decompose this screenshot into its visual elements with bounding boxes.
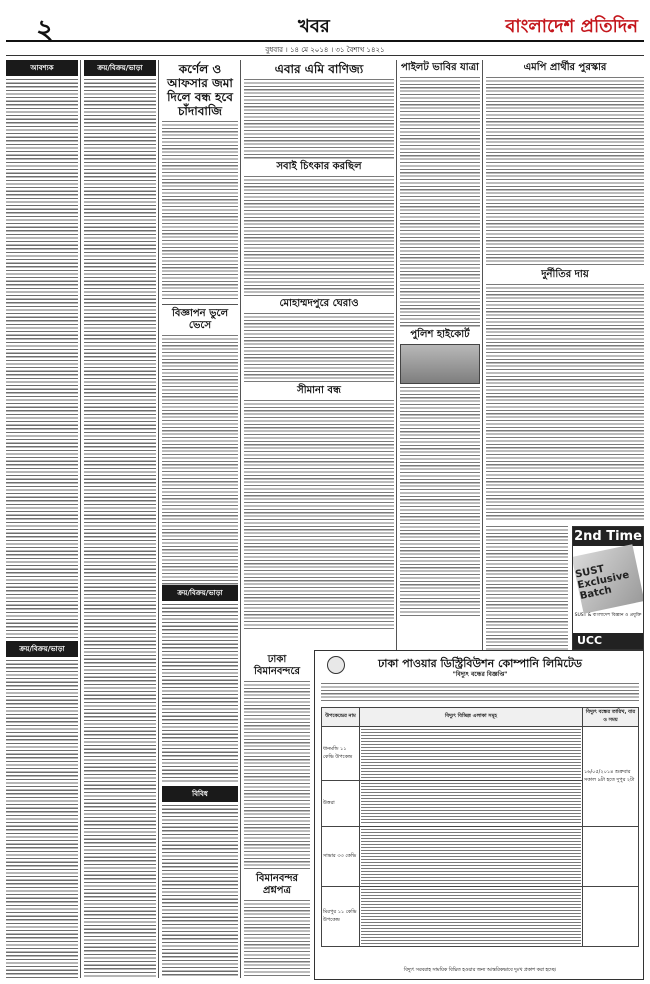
news-column-7 (486, 60, 644, 522)
story-headline[interactable]: পুলিশ হাইকোর্ট (410, 329, 470, 340)
table-header: বিদ্যুৎ বিচ্ছিন্ন এলাকা সমূহ (360, 708, 583, 727)
classified-ad-block (162, 604, 238, 784)
story-headline[interactable]: সবাই চিৎকার করছিল (276, 161, 362, 172)
table-header: উপকেন্দ্রের নাম (322, 708, 360, 727)
news-column-6 (400, 60, 480, 650)
promo-footer: UCC (573, 633, 643, 649)
news-column-lower (244, 652, 310, 978)
story-headline[interactable]: কর্ণেল ও আফসার জমা দিলে বন্ধ হবে চাঁদাবাজি (167, 62, 233, 118)
story-body (486, 526, 568, 650)
notice-header (315, 651, 643, 681)
category-header: ক্রয়/বিক্রয়/ভাড়া (84, 60, 156, 76)
table-cell (360, 781, 583, 827)
masthead (6, 6, 644, 46)
table-header: বিদ্যুৎ বন্ধের তারিখ, বার ও সময় (583, 708, 639, 727)
story-body (244, 79, 394, 159)
table-cell: ১৬/০৫/২০১৪ শুক্রবার সকাল ৯টা হতে দুপুর ২টা (583, 727, 639, 827)
table-cell (360, 827, 583, 887)
classified-ad-block (6, 79, 78, 639)
notice-title: ঢাকা পাওয়ার ডিস্ট্রিবিউশন কোম্পানি লিমিটেড (378, 657, 582, 670)
classified-ad-block (84, 79, 156, 977)
story-headline[interactable]: মোহাম্মদপুরে ঘেরাও (279, 298, 359, 309)
classified-column-2 (84, 60, 156, 978)
column-3 (162, 60, 238, 978)
news-column-middle (244, 60, 394, 650)
notice-footer: বিদ্যুৎ সরবরাহ সাময়িক বিঘ্নিত হওয়ার জন্য আন্তরিকভাবে দুঃখ প্রকাশ করা হচ্ছে। (403, 968, 557, 973)
table-row (322, 887, 639, 947)
story-headline[interactable]: পাইলট ভাবির যাত্রা (401, 62, 479, 73)
story-body (244, 900, 310, 978)
notice-intro (321, 683, 639, 703)
story-body (162, 121, 238, 301)
story-body (244, 176, 394, 296)
category-header: আবশ্যক (6, 60, 78, 76)
table-cell (360, 727, 583, 781)
news-column-7-lower (486, 526, 568, 650)
outage-table (321, 707, 639, 947)
table-cell: মিরপুর ১১ কেভি উপকেন্দ্র (322, 887, 360, 947)
story-body (244, 681, 310, 871)
promo-banner: 2nd Time (574, 529, 642, 544)
story-headline[interactable]: দুর্নীতির দায় (541, 269, 589, 280)
story-headline[interactable]: এমপি প্রার্থীর পুরস্কার (523, 62, 607, 73)
table-cell (583, 887, 639, 947)
classified-column-1 (6, 60, 78, 978)
promo-graphic (572, 544, 644, 614)
newspaper-logo[interactable]: বাংলাদেশ প্রতিদিন (505, 16, 638, 37)
story-body (162, 335, 238, 585)
table-cell: ধানমন্ডি ১১ কেভি উপকেন্দ্র (322, 727, 360, 781)
category-header: ক্রয়/বিক্রয়/ভাড়া (162, 585, 238, 601)
table-cell: সাভার ৩৩ কেভি (322, 827, 360, 887)
table-cell (360, 887, 583, 947)
table-row (322, 827, 639, 887)
table-row (322, 727, 639, 781)
story-headline[interactable]: বিজ্ঞাপন ভুলে ভেসে (171, 308, 229, 331)
power-outage-notice (314, 650, 644, 980)
promo-small-text: SUST & বাংলাদেশ বিজ্ঞান ও প্রযুক্তি (574, 613, 642, 618)
table-cell: উত্তরা (322, 781, 360, 827)
story-body (244, 400, 394, 630)
story-body (486, 77, 644, 267)
coaching-advertisement[interactable] (572, 526, 644, 650)
classified-ad-block (6, 660, 78, 978)
story-headline[interactable]: বিমানবন্দর প্রশ্নপত্র (256, 873, 298, 896)
newspaper-page (6, 6, 644, 978)
company-logo-icon (327, 656, 345, 674)
story-headline[interactable]: এবার এমি বাণিজ্য (274, 62, 364, 76)
story-headline[interactable]: ঢাকা বিমানবন্দরে (254, 654, 300, 677)
story-body (244, 313, 394, 383)
category-header: বিবিধ (162, 786, 238, 802)
story-headline[interactable]: সীমানা বন্ধ (297, 385, 341, 396)
story-body (486, 284, 644, 522)
section-title: খবর (298, 16, 330, 37)
classified-ad-block (162, 805, 238, 978)
page-number: ২ (36, 13, 55, 46)
story-photo (400, 344, 480, 384)
promo-middle-text: SUST Exclusive Batch (574, 563, 631, 602)
table-cell (583, 827, 639, 887)
category-header: ক্রয়/বিক্রয়/ভাড়া (6, 641, 78, 657)
story-body (400, 77, 480, 327)
dateline: বুধবার । ১৪ মে ২০১৪ । ৩১ বৈশাখ ১৪২১ (6, 44, 644, 56)
notice-subtitle: "বিদ্যুৎ বন্ধের বিজ্ঞপ্তি" (452, 671, 508, 678)
story-body (400, 387, 480, 617)
